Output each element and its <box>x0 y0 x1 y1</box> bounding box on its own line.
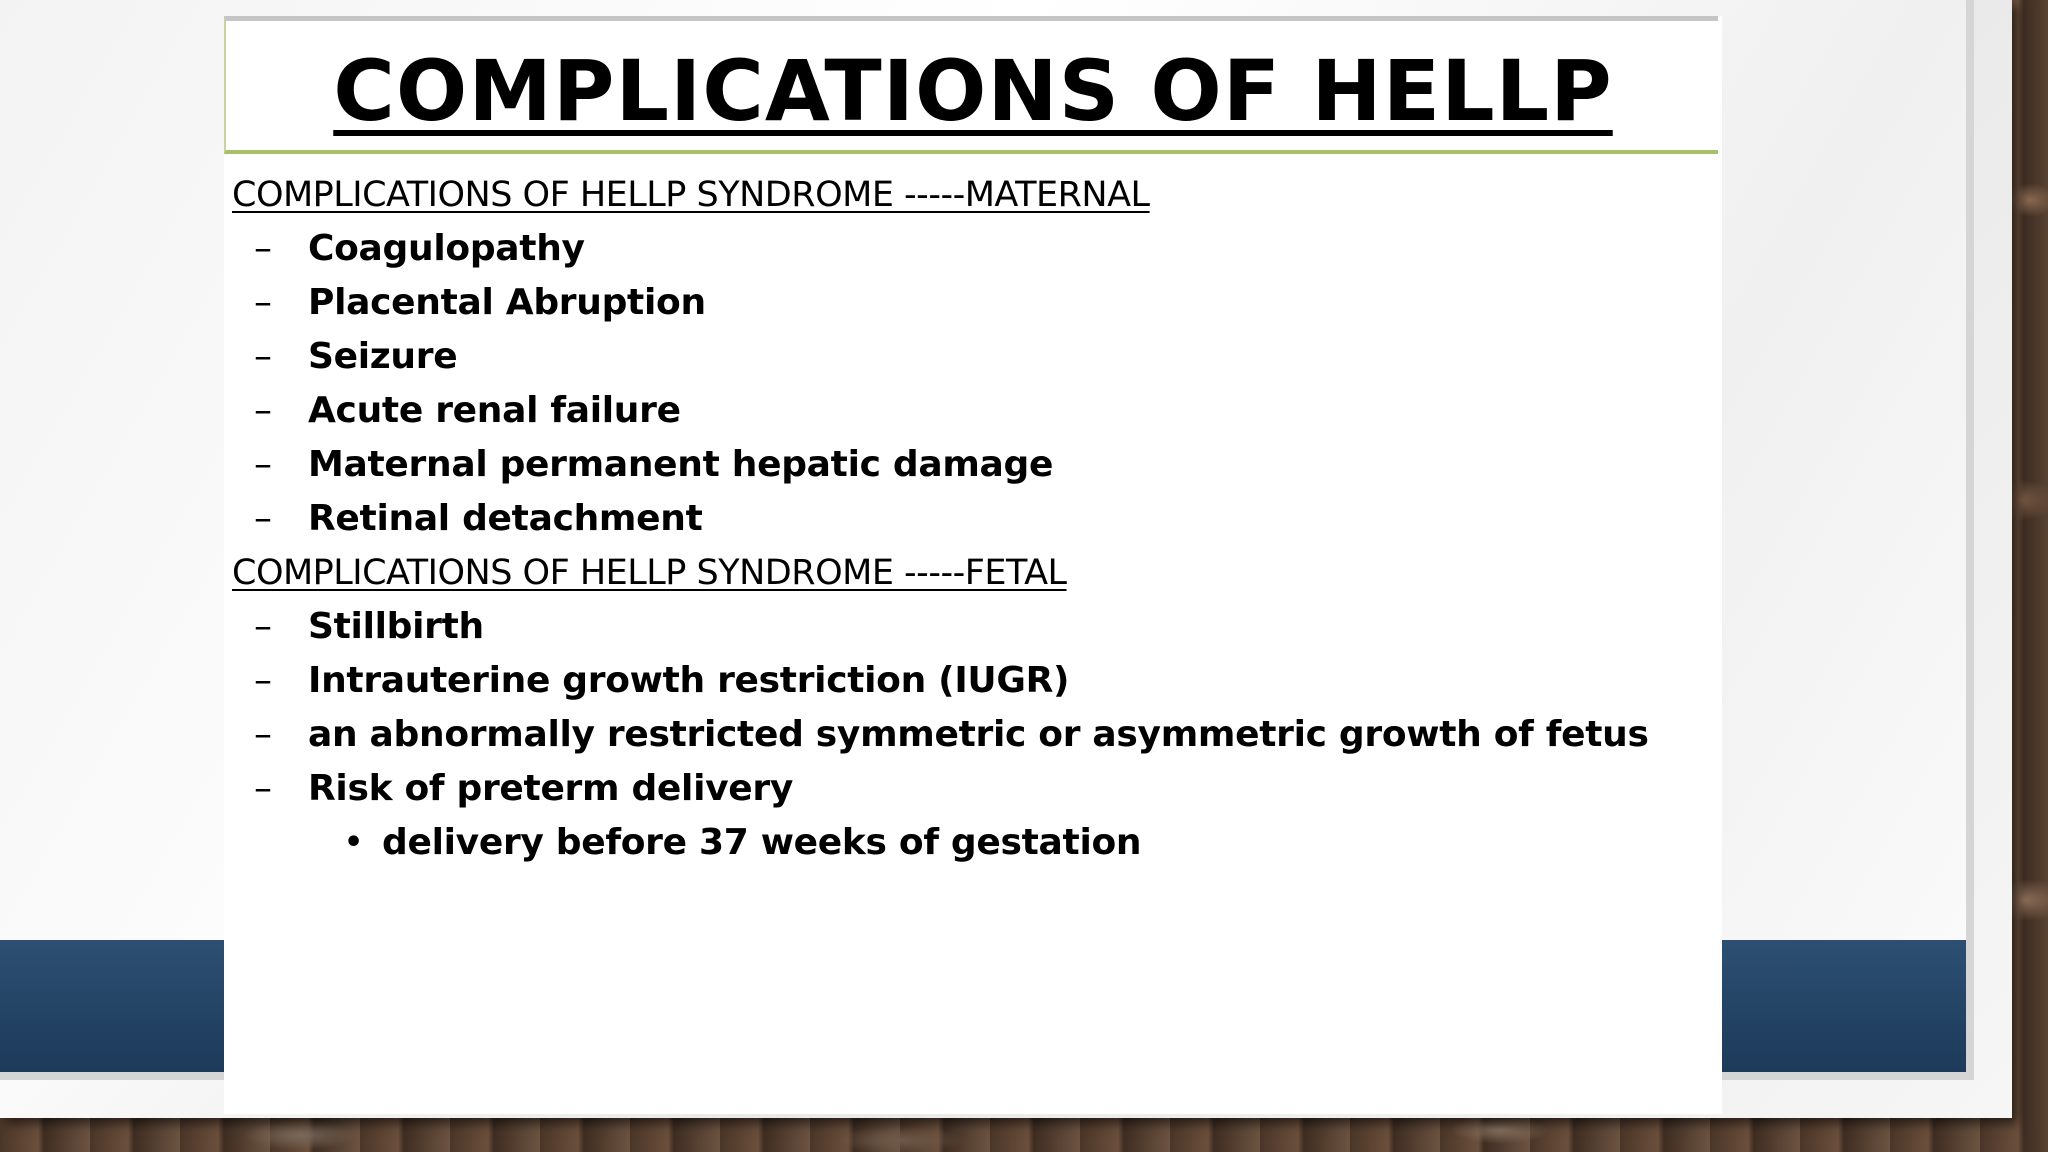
list-item <box>232 492 1712 546</box>
slide-title <box>226 41 1720 141</box>
dash-marker: – <box>254 768 272 809</box>
dash-marker: – <box>254 228 272 269</box>
list-item-label: an abnormally restricted symmetric or asymmetric growth of fetus <box>308 714 1649 755</box>
list-item <box>232 654 1712 708</box>
slide-body <box>232 168 1712 870</box>
dash-marker: – <box>254 714 272 755</box>
embedded-slide-content <box>224 16 1722 1114</box>
title-box <box>224 16 1718 154</box>
list-item <box>232 222 1712 276</box>
bullet-marker: • <box>344 825 363 860</box>
dash-marker: – <box>254 390 272 431</box>
list-item <box>232 330 1712 384</box>
list-item <box>232 276 1712 330</box>
list-item-label: Placental Abruption <box>308 282 706 323</box>
list-item <box>232 384 1712 438</box>
list-item-label: Seizure <box>308 336 458 377</box>
list-item <box>232 762 1712 816</box>
dash-marker: – <box>254 660 272 701</box>
dash-marker: – <box>254 336 272 377</box>
list-item <box>232 708 1712 762</box>
list-item <box>232 438 1712 492</box>
list-item-label: Retinal detachment <box>308 498 703 539</box>
slide-title-text: COMPLICATIONS OF HELLP <box>333 42 1613 140</box>
dash-marker: – <box>254 498 272 539</box>
section-heading-maternal: COMPLICATIONS OF HELLP SYNDROME -----MATERNAL <box>232 175 1150 215</box>
dash-marker: – <box>254 444 272 485</box>
list-item-label: Maternal permanent hepatic damage <box>308 444 1054 485</box>
list-subitem <box>232 816 1712 870</box>
dash-marker: – <box>254 282 272 323</box>
list-item-label: Risk of preterm delivery <box>308 768 794 809</box>
list-item-label: Acute renal failure <box>308 390 681 431</box>
dash-marker: – <box>254 606 272 647</box>
list-item <box>232 600 1712 654</box>
list-item-label: Stillbirth <box>308 606 484 647</box>
list-item-label: Coagulopathy <box>308 228 585 269</box>
section-heading-fetal: COMPLICATIONS OF HELLP SYNDROME -----FETAL <box>232 553 1067 593</box>
list-item-label: Intrauterine growth restriction (IUGR) <box>308 660 1070 701</box>
list-subitem-label: delivery before 37 weeks of gestation <box>382 822 1142 863</box>
